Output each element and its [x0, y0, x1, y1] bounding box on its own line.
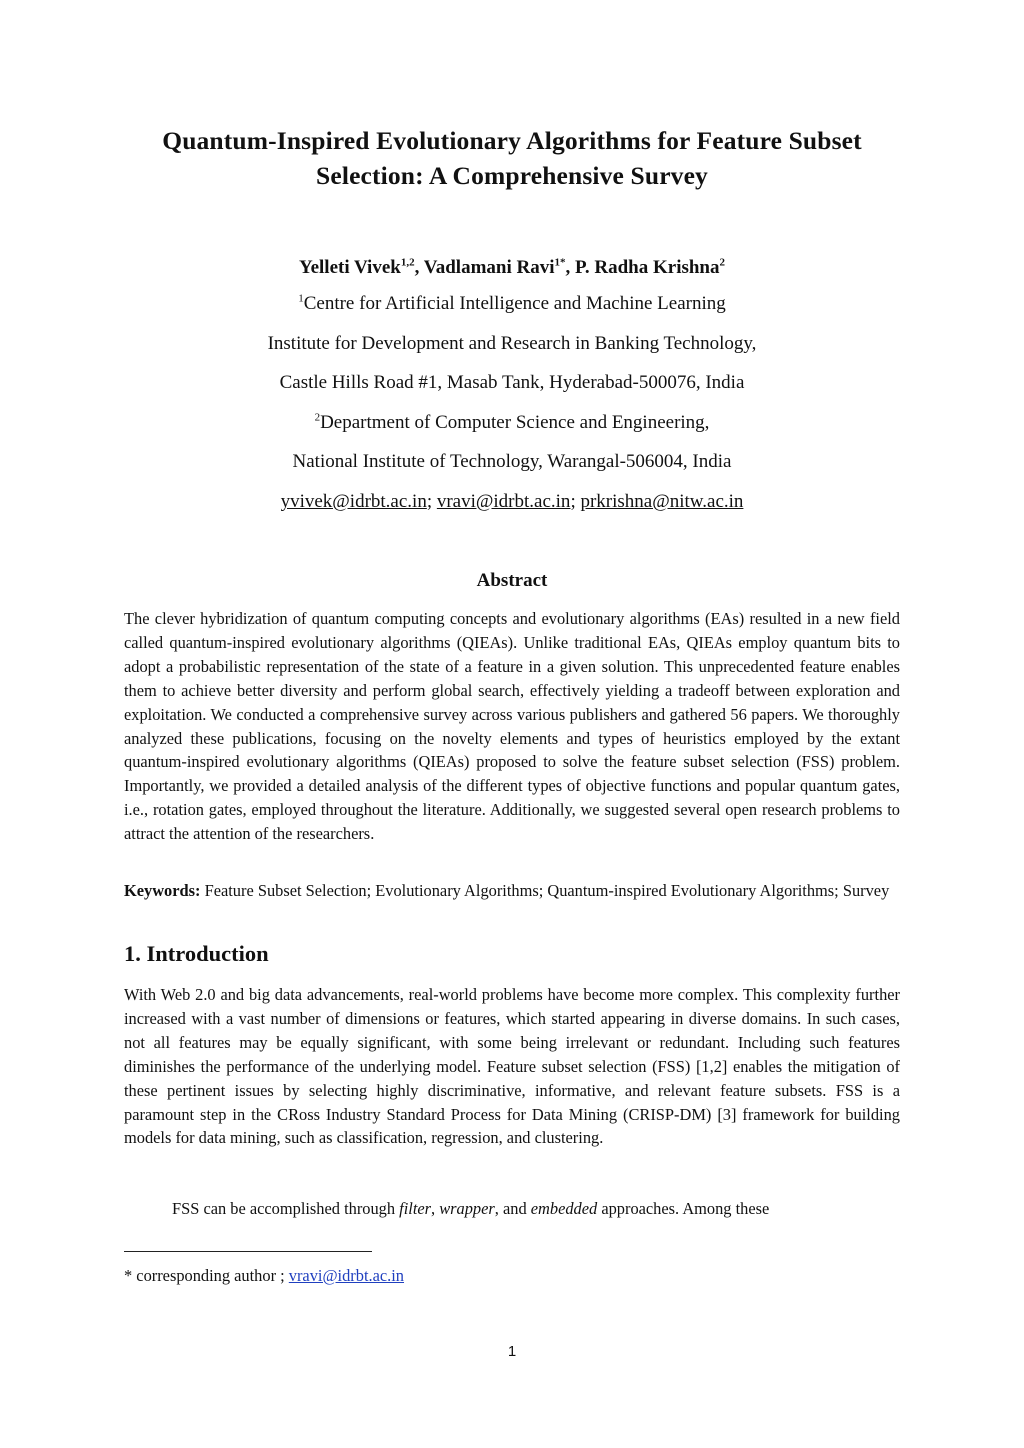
affiliation-1-line-1 [0, 290, 1024, 318]
email-link-ravi[interactable]: vravi@idrbt.ac.in [436, 491, 571, 512]
email-separator: ; [570, 491, 581, 512]
keywords-label: Keywords: [124, 881, 201, 900]
keywords [124, 879, 900, 903]
author-name: Vadlamani Ravi [423, 257, 555, 278]
affiliation-2-line-1 [0, 409, 1024, 437]
title-line-1: Quantum-Inspired Evolutionary Algorithms for Feature Subset [162, 126, 862, 155]
affiliation-text: Department of Computer Science and Engineering, [320, 412, 710, 433]
footnote-divider [124, 1251, 372, 1252]
abstract-heading: Abstract [476, 570, 548, 591]
affiliation-text: Centre for Artificial Intelligence and Machine Learning [303, 293, 726, 314]
author-affiliation-mark: 1* [554, 256, 566, 269]
affiliation-1-line-3: Castle Hills Road #1, Masab Tank, Hyderabad-500076, India [279, 372, 745, 393]
email-link-vivek[interactable]: yvivek@idrbt.ac.in [280, 491, 427, 512]
keywords-text: Feature Subset Selection; Evolutionary Algorithms; Quantum-inspired Evolutionary Algorithms; Survey [200, 881, 890, 900]
email-link-krishna[interactable]: prkrishna@nitw.ac.in [580, 491, 744, 512]
author-affiliation-mark: 2 [719, 256, 726, 269]
author-name: P. Radha Krishna [575, 257, 720, 278]
intro-text: approaches. Among these [597, 1199, 770, 1218]
intro-italic-term: wrapper [439, 1199, 495, 1218]
abstract-body: The clever hybridization of quantum computing concepts and evolutionary algorithms (EAs) resulted in a new field called quantum-inspired evolutionary algorithms (QIEAs). Unlike traditional EAs, QIEAs employ quantum bits to adopt a probabilistic representation of the state of a feature in a given solution. This unprecedented feature enables them to achieve better diversity and perform global search, effectively yielding a tradeoff between exploration and exploitation. We conducted a comprehensive survey across various publishers and gathered 56 papers. We thoroughly analyzed these publications, focusing on the novelty elements and types of heuristics employed by the extant quantum-inspired evolutionary algorithms (QIEAs) proposed to solve the feature subset selection (FSS) problem. Importantly, we provided a detailed analysis of the different types of objective functions and popular quantum gates, i.e., rotation gates, employed throughout the literature. Additionally, we suggested several open research problems to attract the attention of the researchers. [124, 609, 900, 844]
intro-italic-term: filter [399, 1199, 432, 1218]
intro-text: , [431, 1199, 440, 1218]
author-list: Yelleti Vivek$^{1,2}$, Vadlamani Ravi$^{1*}$, P. Radha Krishna$^2$ [298, 256, 726, 278]
affiliation-mark: 1 [298, 292, 304, 305]
intro-paragraph-2 [124, 1197, 900, 1221]
footnote-text: * corresponding author ; [124, 1266, 289, 1285]
affiliation-mark: 2 [314, 411, 321, 424]
intro-text: , and [494, 1199, 531, 1218]
section-heading-introduction: 1. Introduction [124, 941, 269, 966]
affiliation-1-line-2: Institute for Development and Research in Banking Technology, [267, 333, 757, 354]
intro-italic-term: embedded [530, 1199, 598, 1218]
paper-title [80, 123, 944, 193]
footnote [124, 1265, 404, 1287]
title-line-2: Selection: A Comprehensive Survey [316, 161, 708, 190]
footnote-email-link[interactable]: vravi@idrbt.ac.in [288, 1266, 405, 1285]
affiliation-2-line-2: National Institute of Technology, Warangal-506004, India [292, 451, 732, 472]
page-number: 1 [507, 1343, 517, 1360]
email-separator: ; [426, 491, 437, 512]
author-name: Yelleti Vivek [298, 257, 401, 278]
author-emails [0, 488, 1024, 516]
intro-paragraph-1: With Web 2.0 and big data advancements, real-world problems have become more complex. This complexity further increased with a vast number of dimensions or features, which started appearing in diverse domains. In such cases, not all features may be equally significant, with some being irrelevant or redundant. Including such features diminishes the performance of the underlying model. Feature subset selection (FSS) [1,2] enables the mitigation of these pertinent issues by selecting highly discriminative, informative, and relevant feature subsets. FSS is a paramount step in the CRoss Industry Standard Process for Data Mining (CRISP-DM) [3] framework for building models for data mining, such as classification, regression, and clustering. [124, 985, 900, 1148]
intro-text: FSS can be accomplished through [172, 1199, 400, 1218]
author-affiliation-mark: 1,2 [400, 256, 415, 269]
